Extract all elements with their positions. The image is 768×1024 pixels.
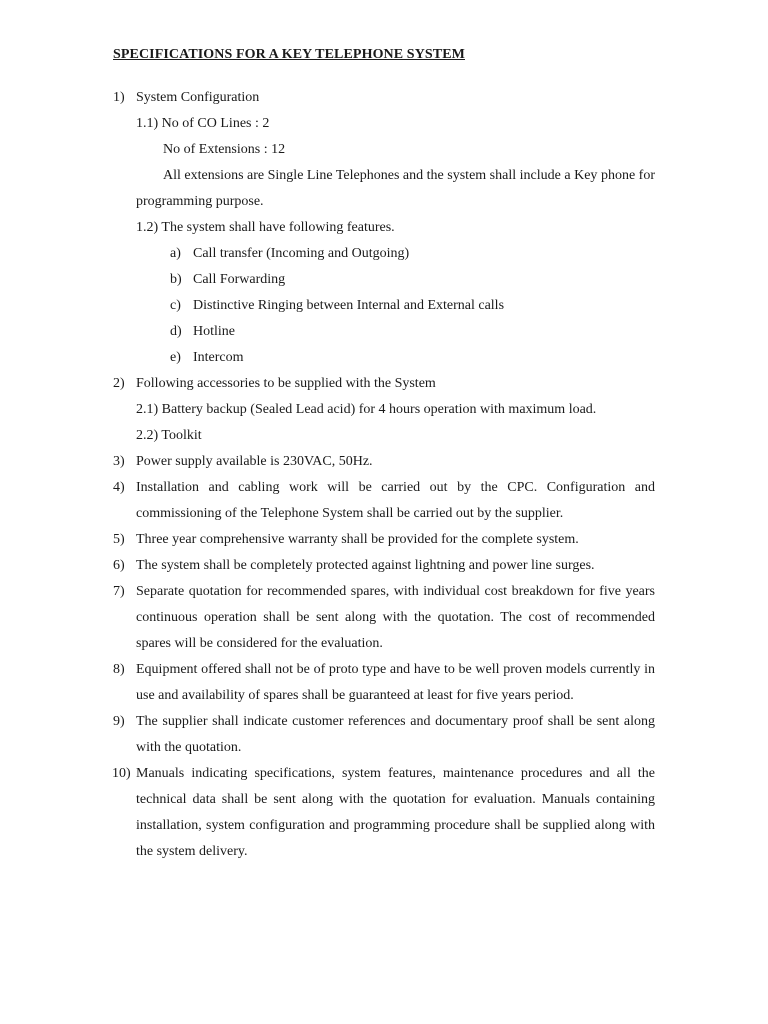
feature-item [113, 241, 655, 267]
item-text: The supplier shall indicate customer references and documentary proof shall be sent along with the quotation. [136, 714, 655, 755]
spec-item [113, 449, 655, 475]
feature-item [113, 345, 655, 371]
feature-item [113, 319, 655, 345]
item-text: Equipment offered shall not be of proto type and have to be well proven models currently in use and availability of spares shall be guaranteed at least for five years period. [136, 662, 655, 703]
co-lines-line: 1.1) No of CO Lines : 2 [136, 116, 270, 131]
spec-item [113, 657, 655, 709]
feature-text: Hotline [193, 324, 235, 339]
item-number: 5) [113, 532, 125, 547]
feature-text: Intercom [193, 350, 244, 365]
item-text: Installation and cabling work will be carried out by the CPC. Configuration and commissioning of the Telephone System shall be carried out by the supplier. [136, 480, 655, 521]
feature-letter: b) [170, 272, 182, 287]
feature-letter: e) [170, 350, 181, 365]
extensions-line: No of Extensions : 12 [163, 142, 286, 157]
item-number: 8) [113, 662, 125, 677]
item-text: Separate quotation for recommended spares, with individual cost breakdown for five years continuous operation shall be sent along with the quotation. The cost of recommended spares will be considered for the evaluation. [136, 584, 655, 651]
item-text: Three year comprehensive warranty shall be provided for the complete system. [136, 532, 579, 547]
item-number: 3) [113, 454, 125, 469]
feature-letter: a) [170, 246, 181, 261]
section-2 [113, 371, 655, 397]
extensions-paragraph: All extensions are Single Line Telephones and the system shall include a Key phone for programming purpose. [136, 168, 655, 209]
spec-item [113, 475, 655, 527]
spec-item [113, 709, 655, 761]
section-number: 1) [113, 90, 125, 105]
spec-item [113, 553, 655, 579]
spec-item [113, 527, 655, 553]
section-number: 2) [113, 376, 125, 391]
item-number: 9) [113, 714, 125, 729]
features-heading: 1.2) The system shall have following features. [136, 220, 395, 235]
feature-item [113, 293, 655, 319]
item-text: Power supply available is 230VAC, 50Hz. [136, 454, 373, 469]
feature-item [113, 267, 655, 293]
section-heading: System Configuration [136, 90, 260, 105]
feature-letter: c) [170, 298, 181, 313]
feature-letter: d) [170, 324, 182, 339]
item-text: Manuals indicating specifications, system features, maintenance procedures and all the technical data shall be sent along with the quotation for evaluation. Manuals containing installation, system configuration and programming procedure shall be supplied along with the system delivery. [136, 766, 655, 859]
spec-item [113, 761, 655, 865]
document-title: SPECIFICATIONS FOR A KEY TELEPHONE SYSTEM [113, 47, 465, 62]
item-number: 10) [112, 766, 131, 781]
item-number: 4) [113, 480, 125, 495]
item-number: 7) [113, 584, 125, 599]
section-heading: Following accessories to be supplied with the System [136, 376, 436, 391]
battery-backup-line: 2.1) Battery backup (Sealed Lead acid) for 4 hours operation with maximum load. [136, 402, 597, 417]
feature-text: Distinctive Ringing between Internal and External calls [193, 298, 505, 313]
toolkit-line: 2.2) Toolkit [136, 428, 202, 443]
feature-text: Call transfer (Incoming and Outgoing) [193, 246, 410, 261]
item-number: 6) [113, 558, 125, 573]
feature-text: Call Forwarding [193, 272, 286, 287]
item-text: The system shall be completely protected against lightning and power line surges. [136, 558, 595, 573]
section-1 [113, 85, 655, 111]
spec-item [113, 579, 655, 657]
document-body [113, 85, 655, 865]
